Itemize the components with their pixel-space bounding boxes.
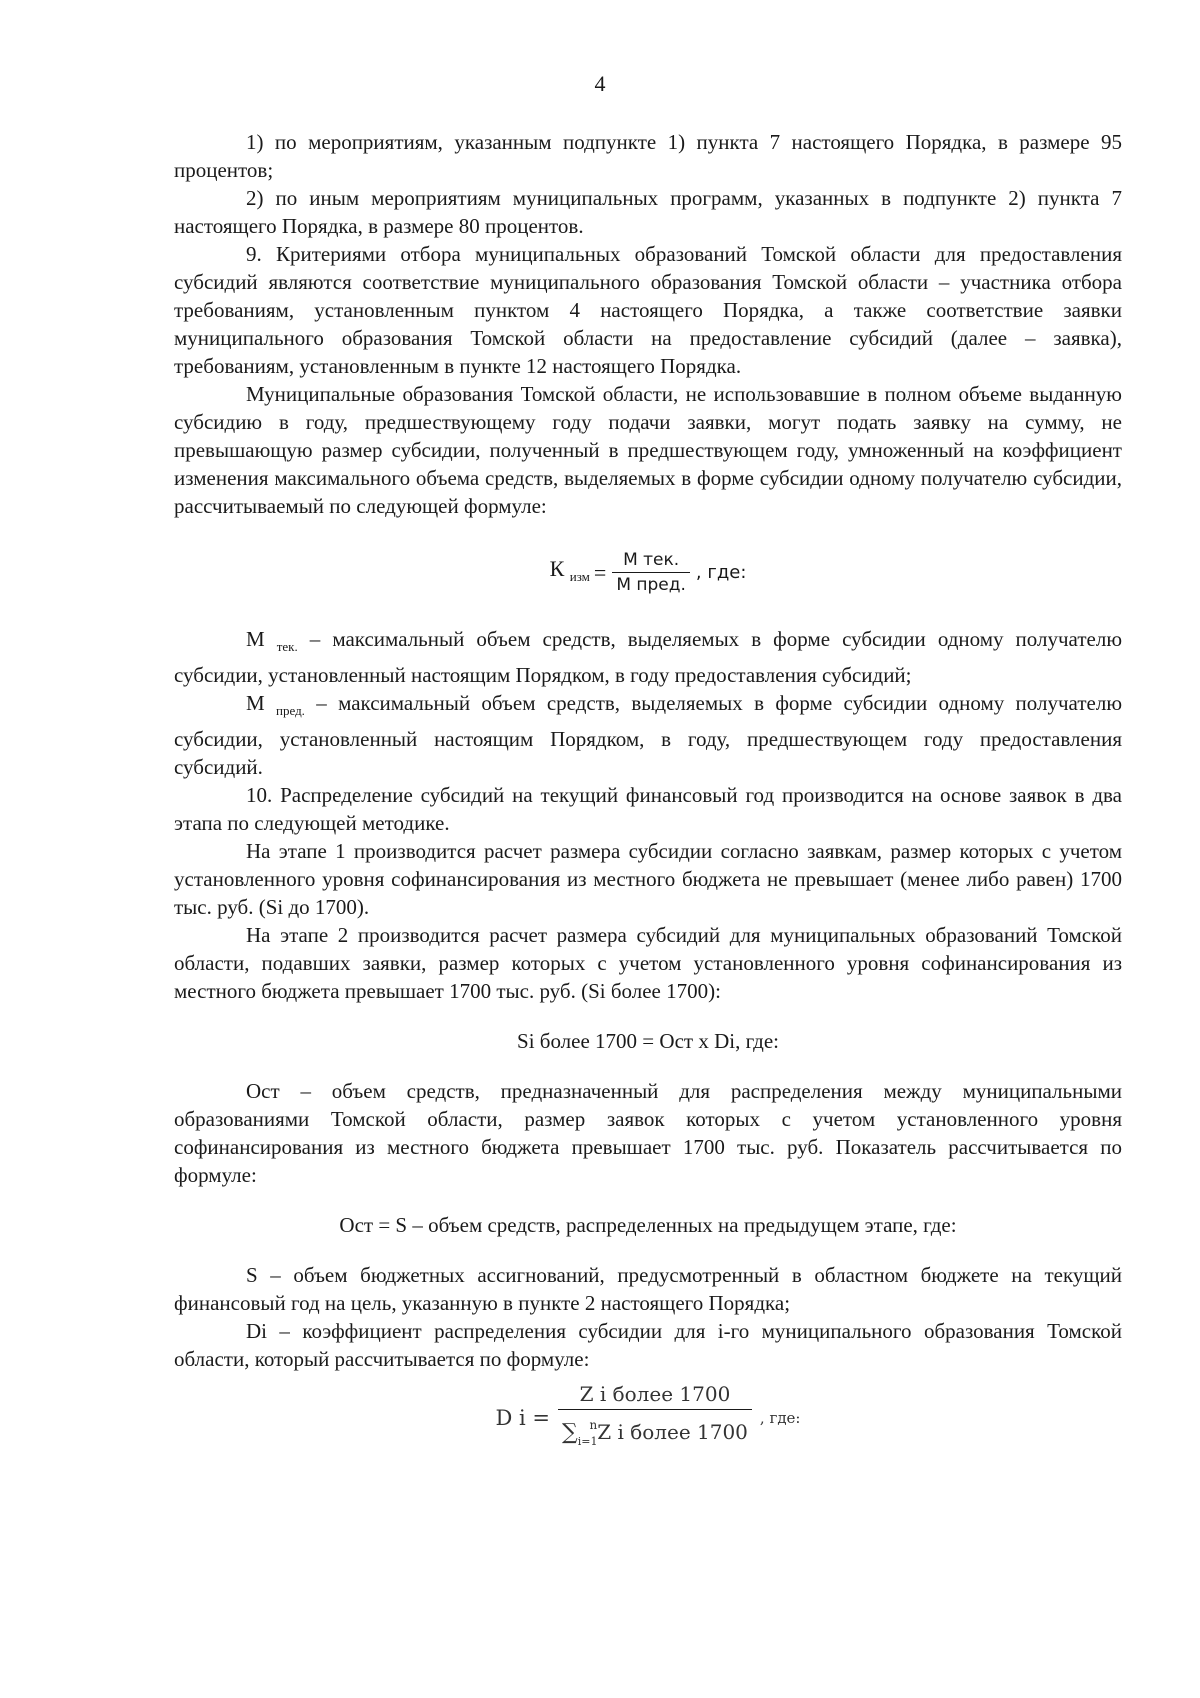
formula-ost: Ост = S – объем средств, распределенных на предыдущем этапе, где: xyxy=(339,1213,957,1237)
paragraph-2: 2) по иным мероприятиям муниципальных программ, указанных в подпункте 2) пункта 7 настоящего Порядка, в размере 80 процентов. xyxy=(174,186,1122,238)
paragraph-municipalities: Муниципальные образования Томской области, не использовавшие в полном объеме выданную субсидию в году, предшествующему году подачи заявки, могут подать заявку на сумму, не превышающую размер субсидии, полученный в предшествующем году, умноженный на коэффициент изменения максимального объема средств, выделяемых в форме субсидии одному получателю субсидии, рассчитываемый по следующей формуле: xyxy=(174,382,1122,518)
paragraph-stage-1: На этапе 1 производится расчет размера субсидии согласно заявкам, размер которых с учетом установленного уровня софинансирования из местного бюджета не превышает (менее либо равен) 1700 тыс. руб. (Si до 1700). xyxy=(174,839,1122,919)
paragraph-distribution: 10. Распределение субсидий на текущий финансовый год производится на основе заявок в два этапа по следующей методике. xyxy=(174,783,1122,835)
formula-di-lhs: D i = xyxy=(495,1406,550,1430)
formula-di-fraction xyxy=(558,1379,752,1457)
definition-s: S – объем бюджетных ассигнований, предусмотренный в областном бюджете на текущий финансовый год на цель, указанную в пункте 2 настоящего Порядка; xyxy=(174,1263,1122,1315)
definition-di: Di – коэффициент распределения субсидии для i-го муниципального образования Томской области, который рассчитывается по формуле: xyxy=(174,1319,1122,1371)
formula-di-tail: , где: xyxy=(759,1409,801,1427)
paragraph-1: 1) по мероприятиям, указанным подпункте 1) пункта 7 настоящего Порядка, в размере 95 процентов; xyxy=(174,130,1122,182)
formula-k-numerator: М тек. xyxy=(612,548,690,573)
document-body xyxy=(174,128,1122,1457)
formula-k-lhs: К $_{изм}$ xyxy=(549,555,590,584)
paragraph-stage-2: На этапе 2 производится расчет размера субсидий для муниципальных образований Томской области, подавших заявки, размер которых с учетом установленного уровня софинансирования из местного бюджета превышает 1700 тыс. руб. (Si более 1700): xyxy=(174,923,1122,1003)
formula-k-change: К $_{изм}$ = $\frac{\text{М тек.}}{\text{М пред.}}$ , где: xyxy=(549,550,747,595)
formula-si: Si более 1700 = Ост х Di, где: xyxy=(517,1029,779,1053)
formula-di-numerator: Z i более 1700 xyxy=(558,1379,752,1410)
formula-k-tail: , где: xyxy=(695,561,747,583)
definition-m-tek: М $_{тек.}$ – максимальный объем средств, выделяемых в форме субсидии одному получателю субсидии, установленный настоящим Порядком, в году предоставления субсидий; xyxy=(174,627,1123,687)
definition-ost: Ост – объем средств, предназначенный для распределения между муниципальными образованиями Томской области, размер заявок которых с учетом установленного уровня софинансирования из местного бюджета превышает 1700 тыс. руб. Показатель рассчитывается по формуле: xyxy=(174,1079,1122,1187)
definition-m-pred: М $_{пред.}$ – максимальный объем средств, выделяемых в форме субсидии одному получателю субсидии, установленный настоящим Порядком, в году, предшествующем году предоставления субсидий. xyxy=(174,691,1123,779)
formula-k-denominator: М пред. xyxy=(616,575,686,595)
formula-k-fraction xyxy=(612,548,690,597)
formula-di-denominator: $\sum_{i=1}^nZ$ i более 1700 xyxy=(562,1418,748,1448)
page-number: 4 xyxy=(594,71,606,96)
paragraph-criteria: 9. Критериями отбора муниципальных образований Томской области для предоставления субсидий являются соответствие муниципального образования Томской области – участника отбора требованиям, установленным пунктом 4 настоящего Порядка, а также соответствие заявки муниципального образования Томской области на предоставление субсидий (далее – заявка), требованиям, установленным в пункте 12 настоящего Порядка. xyxy=(174,242,1122,378)
formula-di xyxy=(174,1379,1122,1457)
